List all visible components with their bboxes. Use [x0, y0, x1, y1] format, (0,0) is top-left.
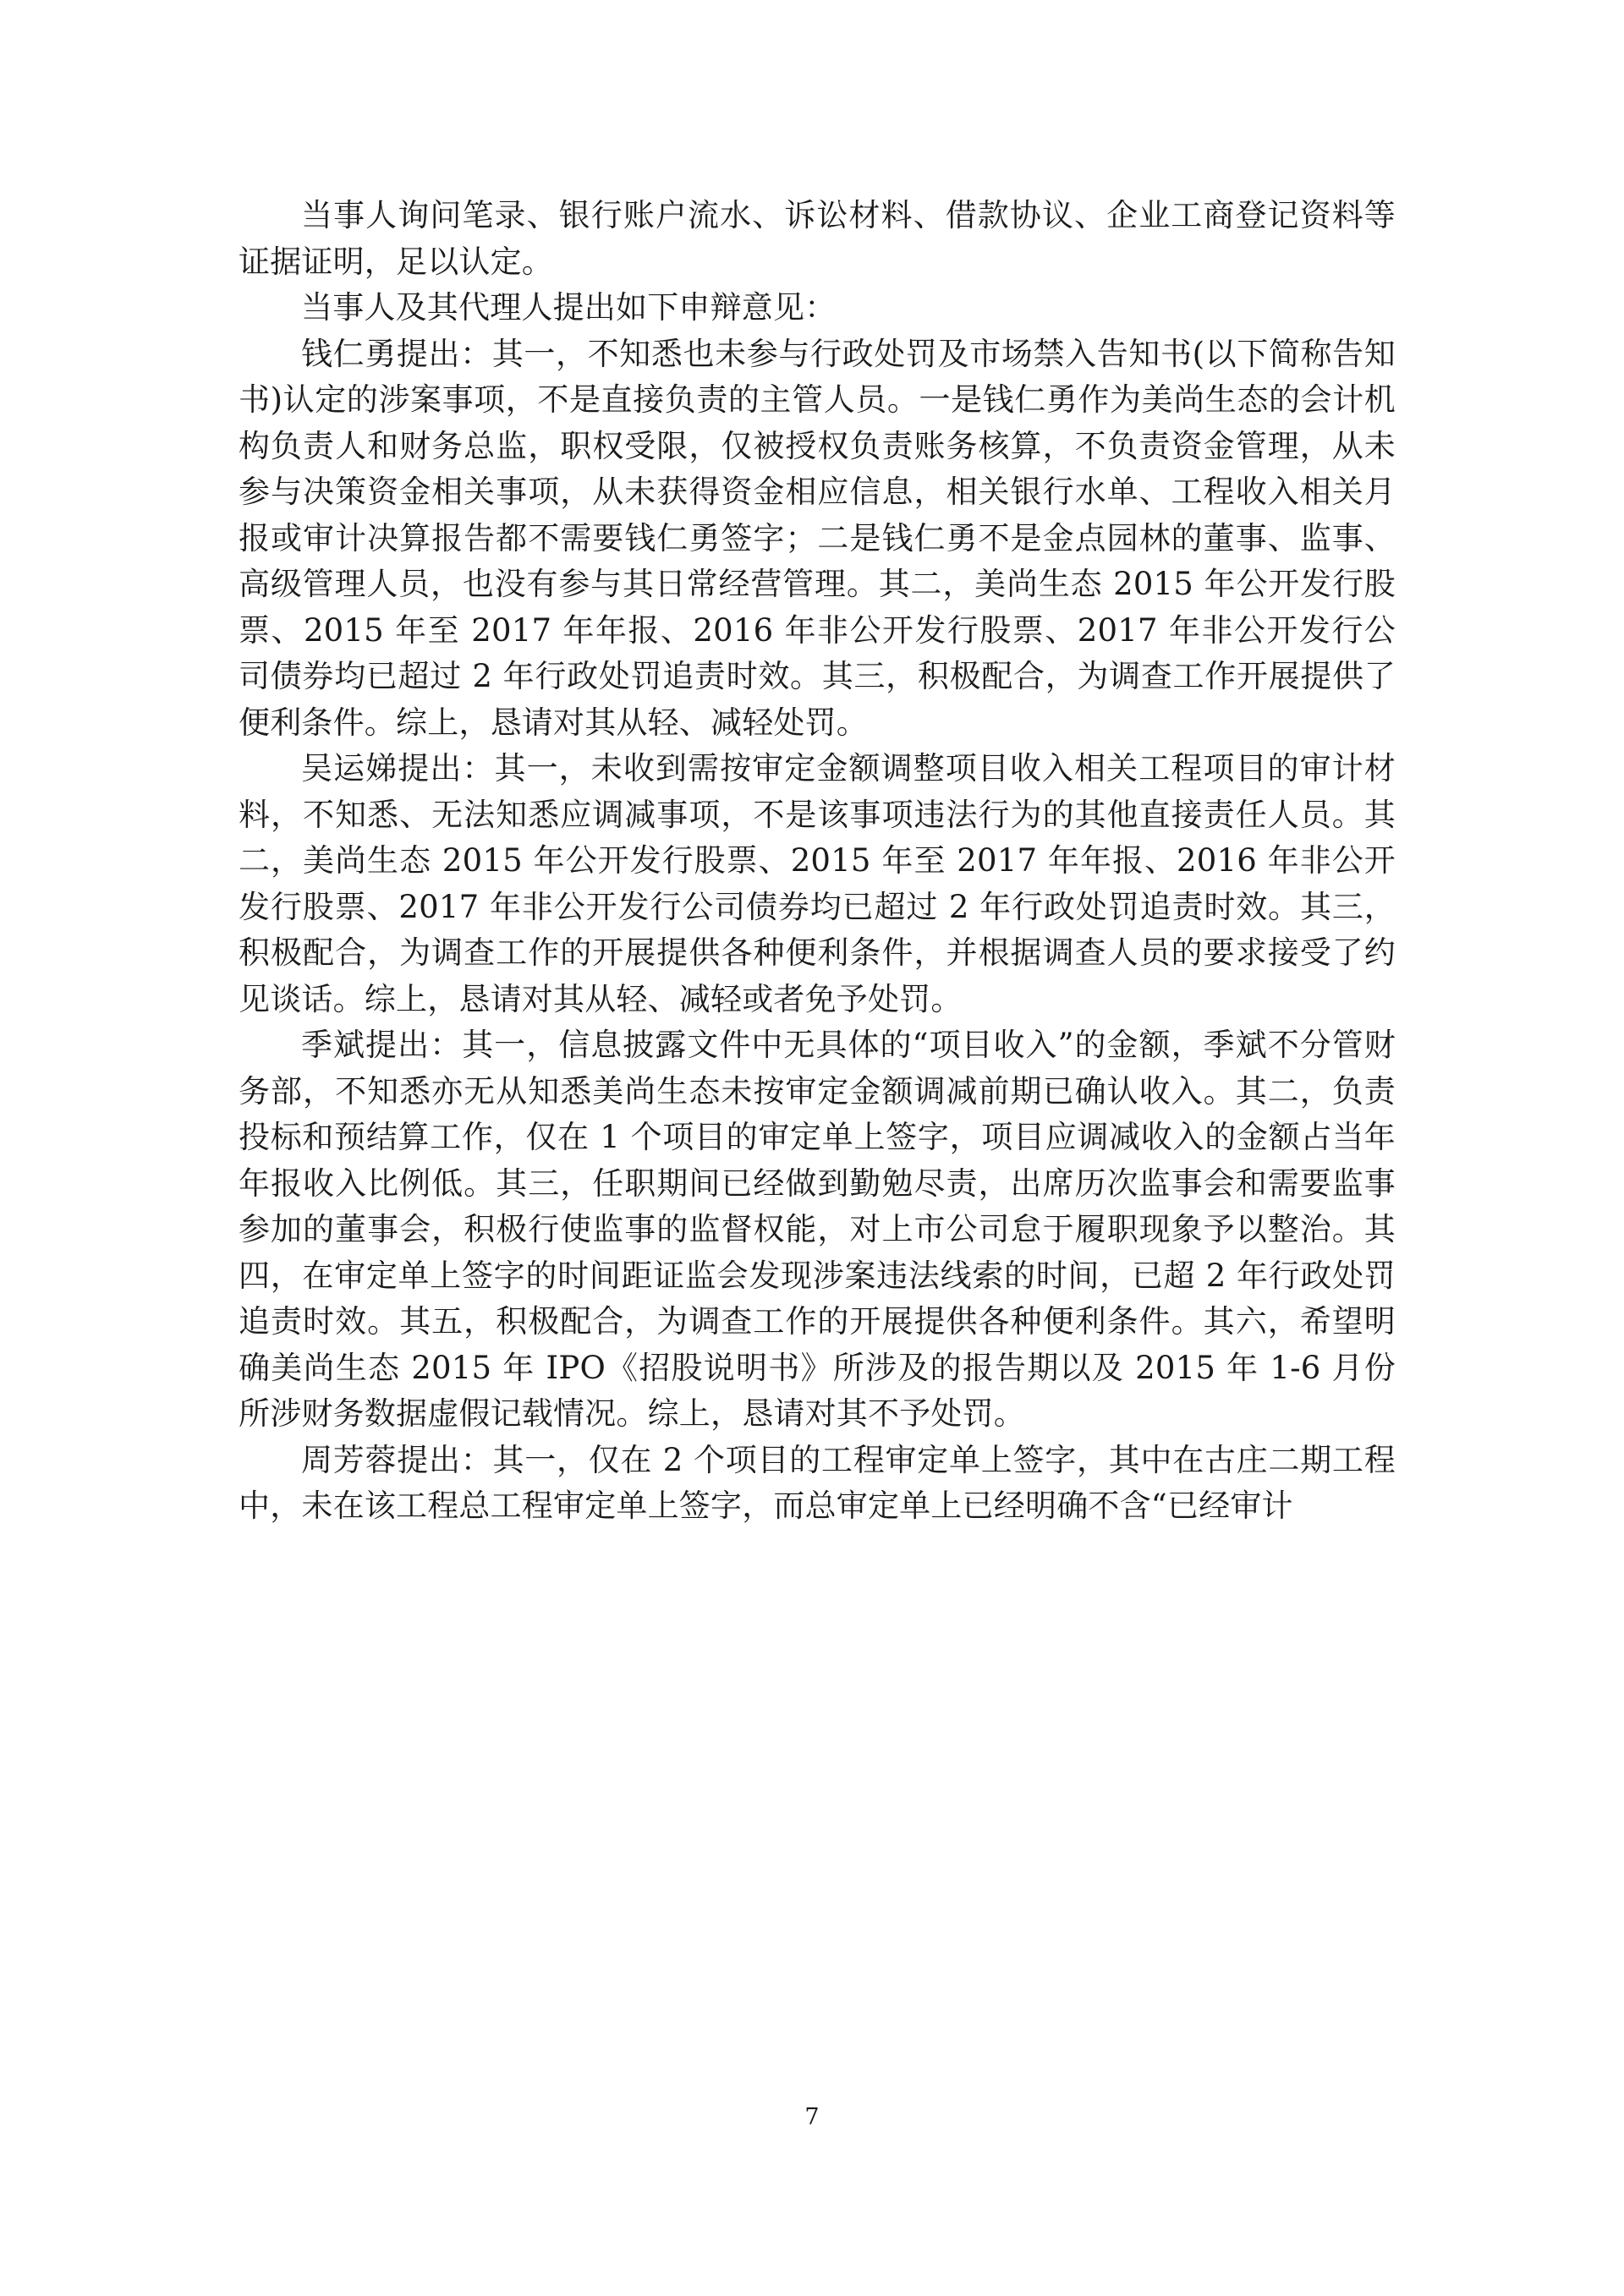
paragraph: 当事人及其代理人提出如下申辩意见： — [301, 289, 837, 326]
paragraph: 季斌提出：其一，信息披露文件中无具体的“项目收入”的金额，季斌不分管财务部，不知悉亦无从知悉美尚生态未按审定金额调减前期已确认收入。其二，负责投标和预结算工作，仅在 1 个项目的审定单上签字，项目应调减收入的金额占当年年报收入比例低。其三，任职期间已经做到勤勉尽责，出席历次监事会和需要监事参加的董事会，积极行使监事的监督权能，对上市公司怠于履职现象予以整治。其四，在审定单上签字的时间距证监会发现涉案违法线索的时间，已超 2 年行政处罚追责时效。其五，积极配合，为调查工作的开展提供各种便利条件。其六，希望明确美尚生态 2015 年 IPO《招股说明书》所涉及的报告期以及 2015 年 1-6 月份所涉财务数据虚假记载情况。综上，恳请对其不予处罚。 — [239, 1027, 1396, 1432]
paragraph: 周芳蓉提出：其一，仅在 2 个项目的工程审定单上签字，其中在古庄二期工程中，未在该工程总工程审定单上签字，而总审定单上已经明确不含“已经审计 — [239, 1441, 1396, 1524]
paragraph: 吴运娣提出：其一，未收到需按审定金额调整项目收入相关工程项目的审计材料，不知悉、无法知悉应调减事项，不是该事项违法行为的其他直接责任人员。其二，美尚生态 2015 年公开发行股票、2015 年至 2017 年年报、2016 年非公开发行股票、2017 年非公开发行公司债券均已超过 2 年行政处罚追责时效。其三，积极配合，为调查工作的开展提供各种便利条件，并根据调查人员的要求接受了约见谈话。综上，恳请对其从轻、减轻或者免予处罚。 — [239, 750, 1396, 1017]
page-number: 7 — [804, 2104, 820, 2130]
paragraph: 钱仁勇提出：其一，不知悉也未参与行政处罚及市场禁入告知书(以下简称告知书)认定的涉案事项，不是直接负责的主管人员。一是钱仁勇作为美尚生态的会计机构负责人和财务总监，职权受限，仅被授权负责账务核算，不负责资金管理，从未参与决策资金相关事项，从未获得资金相应信息，相关银行水单、工程收入相关月报或审计决算报告都不需要钱仁勇签字；二是钱仁勇不是金点园林的董事、监事、高级管理人员，也没有参与其日常经营管理。其二，美尚生态 2015 年公开发行股票、2015 年至 2017 年年报、2016 年非公开发行股票、2017 年非公开发行公司债券均已超过 2 年行政处罚追责时效。其三，积极配合，为调查工作开展提供了便利条件。综上，恳请对其从轻、减轻处罚。 — [239, 335, 1396, 741]
document-body — [239, 193, 1396, 1530]
paragraph: 当事人询问笔录、银行账户流水、诉讼材料、借款协议、企业工商登记资料等证据证明，足以认定。 — [239, 197, 1396, 280]
